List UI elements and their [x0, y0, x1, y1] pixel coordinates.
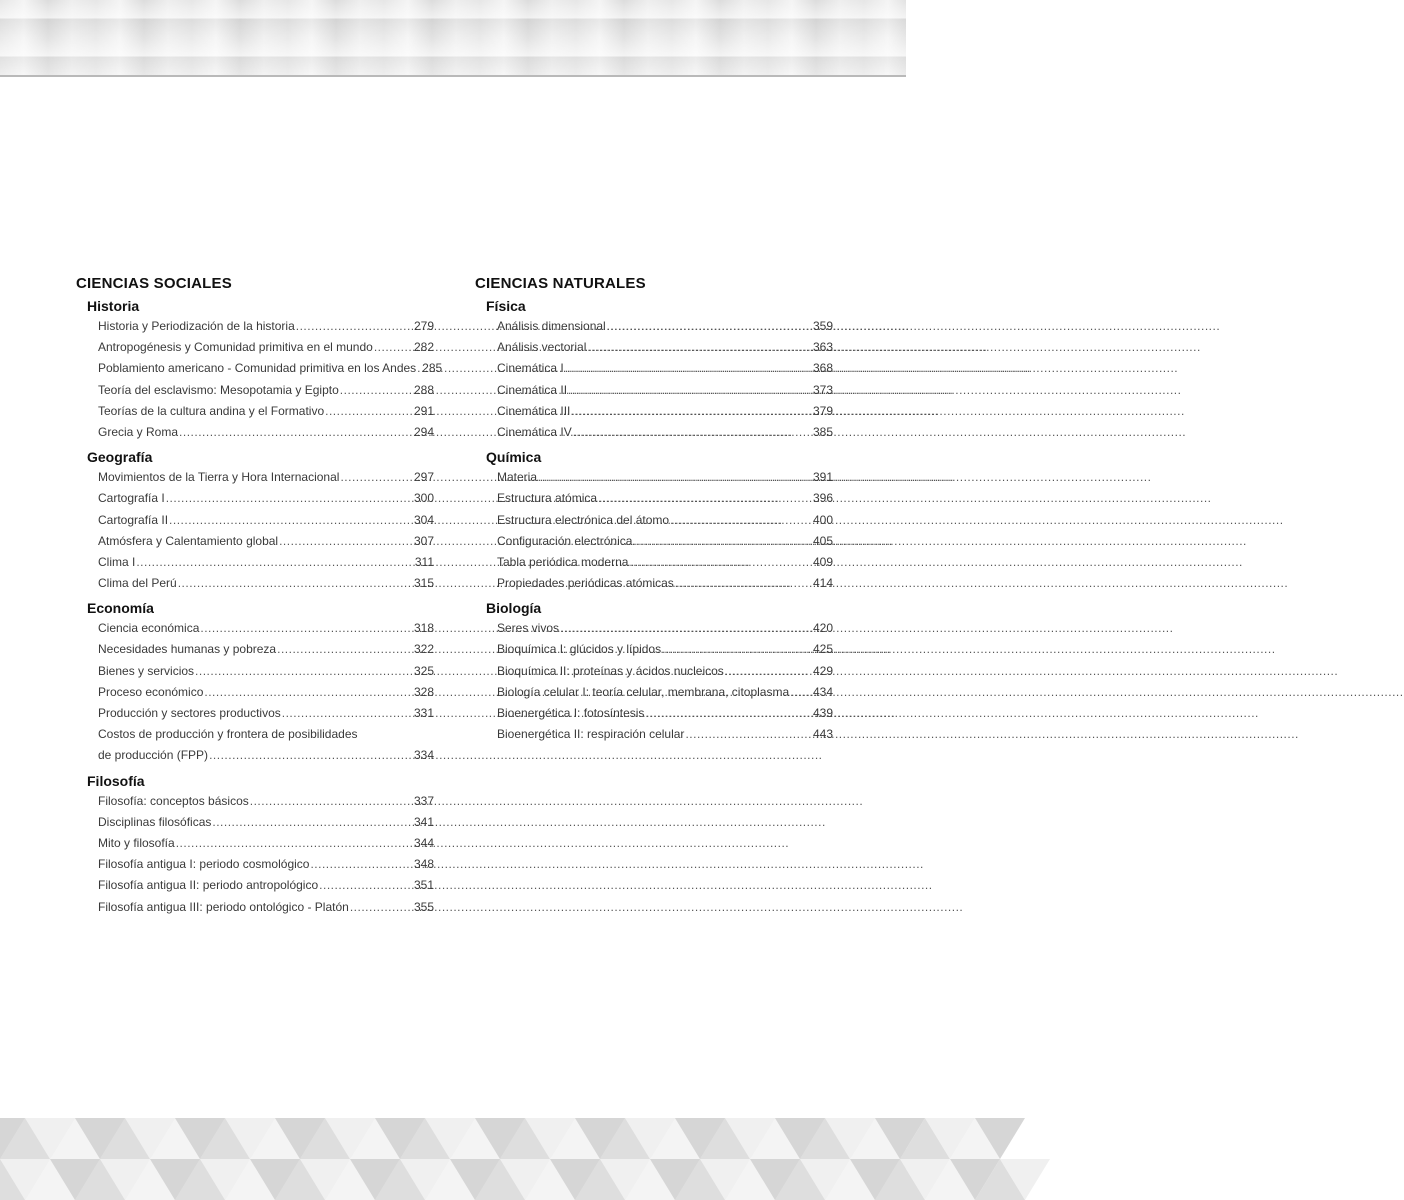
entry-title: Cartografía II [98, 512, 169, 527]
entry-title: Configuración electrónica [497, 533, 633, 548]
entry-title: Ciencia económica [98, 621, 200, 636]
page-number: 351 [413, 878, 434, 893]
dot-leader [340, 467, 413, 488]
toc-entry[interactable] [98, 791, 434, 812]
page-number: 337 [413, 793, 434, 808]
toc-entry[interactable] [98, 531, 434, 552]
toc-entry[interactable] [98, 661, 434, 682]
entry-title: Clima I [98, 554, 136, 569]
dot-leader [204, 682, 413, 703]
entry-title: Bioquímica II: proteínas y ácidos nucleicos [497, 663, 724, 678]
section-heading: CIENCIAS NATURALES [475, 275, 646, 292]
dot-leader [662, 639, 812, 660]
entry-title: Clima del Perú [98, 576, 177, 591]
page-number: 288 [413, 382, 434, 397]
page-number: 334 [413, 748, 434, 763]
entry-continuation [98, 745, 434, 766]
page-number: 304 [413, 512, 434, 527]
dot-leader [195, 661, 413, 682]
page-number: 307 [413, 533, 434, 548]
dot-leader [350, 897, 413, 918]
subject-heading: Química [486, 449, 542, 466]
page-number: 429 [812, 663, 833, 678]
toc-entry[interactable] [98, 422, 434, 443]
page-number: 325 [413, 663, 434, 678]
entry-list [497, 467, 833, 594]
dot-leader [560, 618, 812, 639]
toc-entry[interactable] [98, 316, 434, 337]
page-number: 355 [413, 899, 434, 914]
toc-entry[interactable] [497, 639, 833, 660]
entry-title: Biología celular I: teoría celular, membrana, citoplasma [497, 684, 790, 699]
dot-leader [417, 358, 421, 379]
page-number: 348 [413, 857, 434, 872]
subject-group [76, 598, 436, 766]
entry-title: Bienes y servicios [98, 663, 195, 678]
page-number: 385 [812, 424, 833, 439]
toc-entry[interactable] [98, 573, 434, 594]
page-number: 409 [812, 554, 833, 569]
page-number: 434 [812, 684, 833, 699]
page-number: 391 [812, 470, 833, 485]
subject-heading: Economía [87, 600, 154, 617]
dot-leader [565, 358, 812, 379]
entry-title-continued: de producción (FPP) [98, 748, 209, 763]
entry-title: Bioenergética II: respiración celular [497, 727, 685, 742]
entry-title: Filosofía antigua III: periodo ontológico - Platón [98, 899, 349, 914]
dot-leader [374, 337, 413, 358]
page-number: 363 [812, 340, 833, 355]
dot-leader [598, 488, 812, 509]
page-number: 285 [422, 361, 443, 376]
page-number: 279 [413, 319, 434, 333]
page-number: 291 [413, 403, 434, 418]
entry-title: Teoría del esclavismo: Mesopotamia y Egipto [98, 382, 339, 397]
entry-title: Cinemática III [497, 403, 571, 418]
entry-title: Necesidades humanas y pobreza [98, 642, 277, 657]
subject-group [76, 447, 436, 594]
toc-entry[interactable] [98, 724, 434, 766]
entry-title: Movimientos de la Tierra y Hora Internacional [98, 470, 340, 485]
toc-entry[interactable] [98, 854, 434, 875]
page-number: 439 [812, 706, 833, 720]
toc-entry[interactable] [497, 661, 833, 682]
page-number: 359 [812, 319, 833, 333]
page-number: 300 [413, 491, 434, 506]
decorative-header-band [0, 0, 906, 76]
toc-entry[interactable] [497, 703, 833, 724]
entry-title: Análisis dimensional [497, 319, 606, 333]
subject-heading: Geografía [87, 449, 153, 466]
toc-entry[interactable] [497, 531, 833, 552]
toc-entry[interactable] [98, 358, 443, 379]
page-number: 443 [812, 727, 833, 742]
page-number: 414 [812, 576, 833, 591]
dot-leader [296, 316, 413, 337]
toc-entry[interactable] [98, 467, 434, 488]
page-number: 322 [413, 642, 434, 657]
entry-title: Poblamiento americano - Comunidad primitiva en los Andes [98, 361, 417, 376]
toc-entry[interactable] [98, 833, 434, 854]
page-number: 379 [812, 403, 833, 418]
dot-leader [279, 531, 413, 552]
entry-list [98, 618, 434, 766]
dot-leader [571, 401, 812, 422]
dot-leader [200, 618, 413, 639]
dot-leader [277, 639, 413, 660]
page-number: 328 [413, 684, 434, 699]
dot-leader [725, 661, 812, 682]
entry-title: Teorías de la cultura andina y el Formativo [98, 403, 325, 418]
page-number: 396 [812, 491, 833, 506]
entry-title: Cinemática IV [497, 424, 572, 439]
toc-entry[interactable] [497, 618, 833, 639]
toc-entry[interactable] [98, 703, 434, 724]
toc-entry[interactable] [497, 401, 833, 422]
dot-leader [633, 531, 812, 552]
page-number: 331 [413, 706, 434, 720]
toc-entry[interactable] [98, 812, 434, 833]
dot-leader [607, 316, 812, 337]
entry-title: Mito y filosofía [98, 835, 175, 850]
entry-title: Producción y sectores productivos [98, 706, 281, 720]
column-ciencias-naturales [475, 274, 835, 749]
dot-leader [250, 791, 413, 812]
column-ciencias-sociales [76, 274, 443, 922]
entry-list [98, 316, 443, 443]
page-number: 318 [413, 621, 434, 636]
dot-leader [176, 833, 413, 854]
dot-leader [629, 552, 812, 573]
entry-title: Tabla periódica moderna [497, 554, 629, 569]
entry-list [497, 316, 833, 443]
toc-entry[interactable] [497, 316, 833, 337]
toc-groups [475, 296, 835, 745]
entry-title: Estructura atómica [497, 491, 598, 506]
entry-title: Historia y Periodización de la historia [98, 319, 295, 333]
page-number: 420 [812, 621, 833, 636]
page-number: 311 [414, 554, 434, 569]
dot-leader [212, 812, 413, 833]
dot-leader [282, 703, 413, 724]
toc-groups [76, 296, 443, 918]
toc-entry[interactable] [98, 682, 434, 703]
dot-leader [319, 875, 413, 896]
toc-entry[interactable] [98, 401, 434, 422]
toc-entry[interactable] [497, 337, 833, 358]
dot-leader [675, 573, 812, 594]
subject-heading: Filosofía [87, 772, 145, 789]
dot-leader [340, 380, 413, 401]
toc-entry[interactable] [497, 573, 833, 594]
dot-leader [325, 401, 413, 422]
dot-leader [209, 745, 413, 766]
toc-entry[interactable] [98, 639, 434, 660]
entry-title: Filosofía: conceptos básicos [98, 793, 249, 808]
page-number: 368 [812, 361, 833, 376]
subject-heading: Historia [87, 298, 140, 314]
page-number: 425 [812, 642, 833, 657]
entry-title: Atmósfera y Calentamiento global [98, 533, 279, 548]
page-number: 344 [413, 835, 434, 850]
page-number: 373 [812, 382, 833, 397]
toc-entry[interactable] [98, 510, 434, 531]
decorative-footer-pattern [0, 1118, 906, 1200]
dot-leader [568, 380, 812, 401]
dot-leader [573, 422, 812, 443]
toc-entry[interactable] [497, 682, 833, 703]
entry-list [98, 791, 434, 918]
entry-title: Filosofía antigua II: periodo antropológico [98, 878, 319, 893]
dot-leader [179, 422, 413, 443]
subject-group [76, 296, 443, 443]
toc-entry[interactable] [98, 897, 434, 918]
toc-entry[interactable] [497, 422, 833, 443]
entry-list [98, 467, 434, 594]
entry-title: Filosofía antigua I: periodo cosmológico [98, 857, 310, 872]
entry-title: Estructura electrónica del átomo [497, 512, 670, 527]
toc-entry[interactable] [497, 467, 833, 488]
page-number: 294 [413, 424, 434, 439]
entry-title: Costos de producción y frontera de posibilidades [98, 727, 358, 742]
toc-entry[interactable] [497, 488, 833, 509]
header-divider [0, 75, 906, 77]
subject-group [475, 598, 835, 745]
toc-entry[interactable] [497, 510, 833, 531]
entry-title: Cinemática I [497, 361, 564, 376]
page-number: 282 [413, 340, 434, 355]
entry-list [497, 618, 833, 745]
toc-entry[interactable] [98, 337, 434, 358]
subject-group [475, 296, 835, 443]
toc-entry[interactable] [497, 358, 833, 379]
entry-title: Seres vivos [497, 621, 560, 636]
toc-entry[interactable] [497, 724, 833, 745]
dot-leader [670, 510, 812, 531]
page-number: 315 [413, 576, 434, 591]
page-number: 405 [812, 533, 833, 548]
dot-leader [166, 488, 413, 509]
entry-title: Propiedades periódicas atómicas [497, 576, 674, 591]
entry-title: Proceso económico [98, 684, 204, 699]
page-number: 297 [413, 470, 434, 485]
dot-leader [178, 573, 413, 594]
section-heading: CIENCIAS SOCIALES [76, 275, 232, 292]
entry-title: Cinemática II [497, 382, 568, 397]
subject-group [475, 447, 835, 594]
entry-title: Materia [497, 470, 538, 485]
dot-leader [310, 854, 413, 875]
toc-entry[interactable] [98, 380, 434, 401]
page-number: 341 [413, 814, 434, 829]
dot-leader [587, 337, 812, 358]
toc-entry[interactable] [98, 552, 434, 573]
dot-leader [136, 552, 414, 573]
dot-leader [685, 724, 812, 745]
subject-heading: Física [486, 298, 526, 314]
entry-title: Antropogénesis y Comunidad primitiva en el mundo [98, 340, 373, 355]
entry-title: Disciplinas filosóficas [98, 814, 212, 829]
toc-entry[interactable] [497, 380, 833, 401]
dot-leader [790, 682, 812, 703]
dot-leader [169, 510, 413, 531]
toc-entry[interactable] [98, 618, 434, 639]
dot-leader [538, 467, 812, 488]
subject-heading: Biología [486, 600, 542, 617]
entry-title: Grecia y Roma [98, 424, 179, 439]
toc-entry[interactable] [98, 488, 434, 509]
entry-title: Análisis vectorial [497, 340, 587, 355]
entry-title: Bioquímica I: glúcidos y lípidos [497, 642, 662, 657]
toc-entry[interactable] [497, 552, 833, 573]
subject-group [76, 771, 436, 918]
page-number: 400 [812, 512, 833, 527]
dot-leader [645, 703, 812, 724]
entry-title: Cartografía I [98, 491, 165, 506]
toc-entry[interactable] [98, 875, 434, 896]
entry-title: Bioenergética I: fotosíntesis [497, 706, 645, 720]
